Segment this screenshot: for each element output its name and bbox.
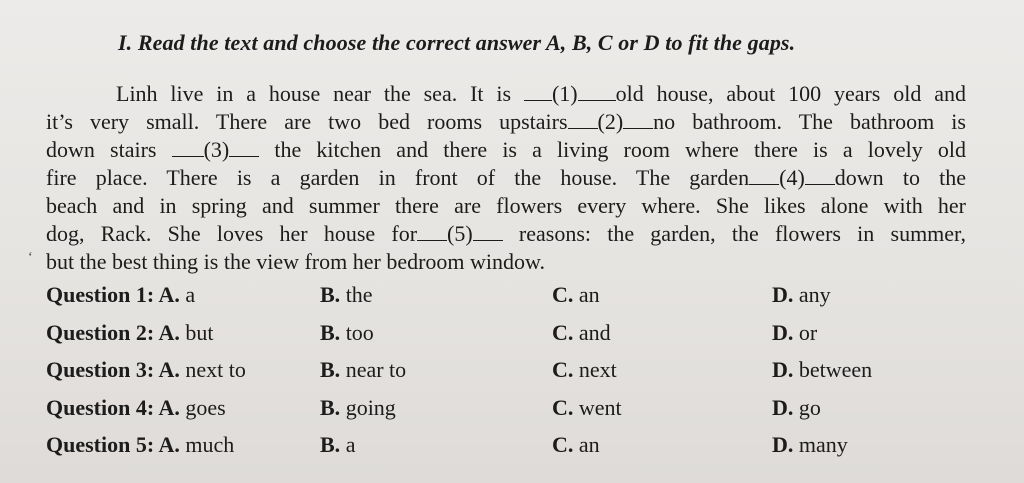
option-letter: D. (772, 394, 794, 420)
passage-text: the kitchen and there is a living room where there is a lovely old (259, 137, 967, 162)
passage-line (46, 164, 966, 192)
passage-text: down to the (834, 165, 966, 190)
option-text: too (345, 319, 374, 345)
question-number: Question 3: (46, 357, 155, 382)
option-letter: A. (158, 282, 180, 307)
option-d (772, 320, 817, 346)
option-c (552, 357, 617, 383)
question-label (46, 432, 234, 458)
gap-blank (805, 166, 835, 185)
option-letter: C. (552, 432, 574, 457)
option-d (772, 432, 848, 458)
option-text: much (185, 432, 235, 457)
gap-number: (4) (779, 165, 805, 190)
option-c (552, 282, 600, 308)
option-letter: A. (158, 432, 180, 457)
option-text: near to (345, 357, 407, 382)
option-letter: B. (320, 319, 341, 345)
option-letter: D. (772, 319, 794, 345)
question-row (46, 320, 946, 358)
option-text: between (798, 357, 873, 382)
passage-line (46, 220, 966, 248)
exercise-heading: I. Read the text and choose the correct answer A, B, C or D to fit the gaps. (118, 30, 796, 55)
option-letter: C. (552, 357, 574, 382)
option-b (320, 282, 373, 308)
option-text: an (578, 432, 600, 457)
option-b (320, 395, 396, 421)
passage-text: dog, Rack. She loves her house for (46, 221, 418, 246)
option-text: many (798, 432, 848, 457)
gap-number: (2) (597, 109, 624, 134)
option-letter: C. (552, 319, 574, 345)
option-letter: C. (552, 394, 574, 420)
question-row (46, 357, 946, 395)
gap-blank (749, 166, 779, 185)
option-letter: A. (158, 319, 180, 345)
gap-blank (473, 222, 503, 241)
passage-text: but the best thing is the view from her bedroom window. (46, 249, 545, 274)
option-text: and (578, 319, 611, 345)
passage-text: Linh live in a house near the sea. It is (116, 81, 524, 106)
option-b (320, 320, 374, 346)
option-text: but (185, 319, 214, 345)
option-letter: B. (320, 282, 341, 307)
option-text: or (798, 319, 818, 345)
option-letter: B. (320, 394, 341, 420)
passage-text: reasons: the garden, the flowers in summer, (502, 221, 966, 246)
question-number: Question 2: (46, 319, 155, 345)
gap-number: (5) (447, 221, 473, 246)
gap-blank (578, 82, 616, 101)
passage-line (46, 108, 966, 136)
option-text: go (798, 394, 821, 420)
passage-text: beach and in spring and summer there are flowers every where. She likes alone with her (46, 193, 966, 218)
gap-blank (229, 138, 259, 157)
question-label (46, 282, 195, 308)
option-text: next (578, 357, 617, 382)
question-list (46, 282, 946, 470)
option-letter: D. (772, 282, 794, 307)
reading-passage (46, 80, 966, 276)
option-text: the (345, 282, 373, 307)
option-letter: A. (158, 394, 180, 420)
passage-line (46, 80, 966, 108)
question-number: Question 1: (46, 282, 155, 307)
question-label (46, 320, 214, 346)
question-row (46, 282, 946, 320)
passage-text: it’s very small. There are two bed rooms upstairs (46, 109, 568, 134)
passage-line (46, 192, 966, 220)
option-letter: D. (772, 432, 794, 457)
gap-blank (417, 222, 447, 241)
passage-text: no bathroom. The bathroom is (653, 109, 966, 134)
gap-number: (1) (551, 81, 578, 106)
option-letter: C. (552, 282, 574, 307)
option-letter: D. (772, 357, 794, 382)
option-text: a (185, 282, 196, 307)
option-text: next to (185, 357, 246, 382)
option-letter: B. (320, 432, 341, 457)
option-d (772, 357, 872, 383)
question-label (46, 395, 226, 421)
option-letter: A. (158, 357, 180, 382)
option-c (552, 432, 600, 458)
option-c (552, 320, 611, 346)
option-b (320, 432, 355, 458)
question-label (46, 357, 246, 383)
gap-blank (623, 110, 653, 129)
option-text: going (345, 394, 396, 420)
question-row (46, 432, 946, 470)
option-b (320, 357, 406, 383)
option-letter: B. (320, 357, 341, 382)
question-number: Question 4: (46, 394, 155, 420)
pen-mark: ‘ (28, 250, 33, 265)
gap-blank (568, 110, 598, 129)
question-row (46, 395, 946, 433)
gap-blank (172, 138, 204, 157)
gap-number: (3) (203, 137, 230, 162)
option-text: any (798, 282, 831, 307)
option-d (772, 395, 821, 421)
passage-text: old house, about 100 years old and (615, 81, 967, 106)
option-text: goes (185, 394, 226, 420)
gap-blank (524, 82, 552, 101)
question-number: Question 5: (46, 432, 155, 457)
option-text: a (345, 432, 356, 457)
option-c (552, 395, 622, 421)
passage-text: down stairs (46, 137, 172, 162)
passage-line (46, 248, 966, 276)
option-text: an (578, 282, 600, 307)
option-d (772, 282, 831, 308)
option-text: went (578, 394, 622, 420)
passage-line (46, 136, 966, 164)
passage-text: fire place. There is a garden in front of the house. The garden (46, 165, 750, 190)
